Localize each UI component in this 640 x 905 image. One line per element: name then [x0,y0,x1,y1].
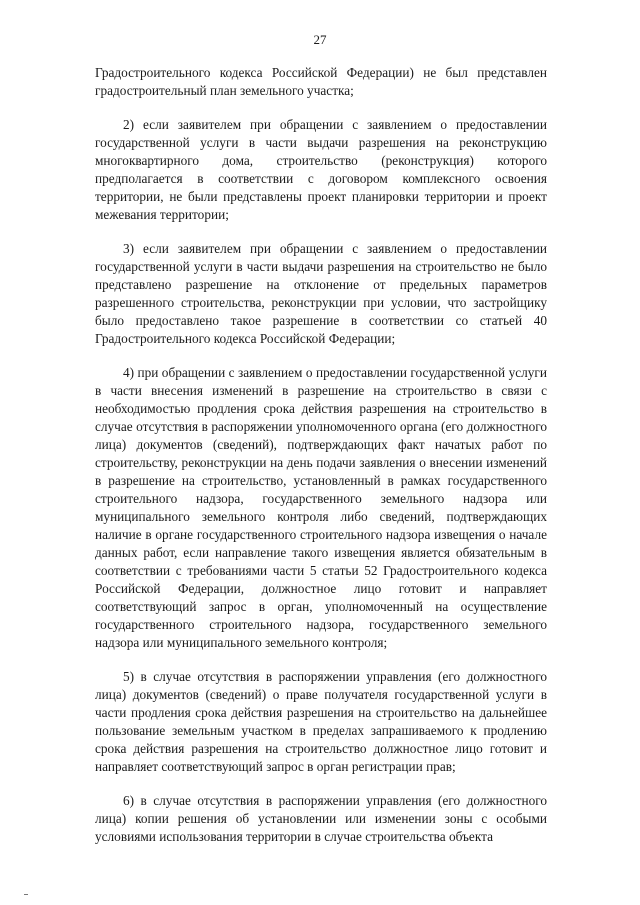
paragraph-item-4: 4) при обращении с заявлением о предоставлении государственной услуги в части внесения изменений в разрешение на строительство в связи с необходимостью продления срока действия разрешения на строительство в случае отсутствия в распоряжении уполномоченного органа (его должностного лица) документов (сведений), подтверждающих факт начатых работ по строительству, реконструкции на день подачи заявления о внесении изменений в разрешение на строительство, установленный в рамках государственного строительного надзора, государственного земельного надзора или муниципального земельного контроля либо сведений, подтверждающих наличие в органе государственного строительного надзора извещения о начале данных работ, если направление такого извещения является обязательным в соответствии с требованиями части 5 статьи 52 Градостроительного кодекса Российской Федерации, должностное лицо готовит и направляет соответствующий запрос в орган, уполномоченный на осуществление государственного строительного надзора, государственного земельного надзора или муниципального земельного контроля; [95,365,547,650]
paragraph-item-3: 3) если заявителем при обращении с заявлением о предоставлении государственной услуги в части выдачи разрешения на строительство не было представлено разрешение на отклонение от предельных параметров разрешенного строительства, реконструкции при условии, что застройщику было предоставлено такое разрешение в соответствии со статьей 40 Градостроительного кодекса Российской Федерации; [95,241,547,346]
paragraph-continuation: Градостроительного кодекса Российской Федерации) не был представлен градостроительный план земельного участка; [95,65,547,98]
document-body [95,64,547,846]
paragraph-item-2: 2) если заявителем при обращении с заявлением о предоставлении государственной услуги в части выдачи разрешения на реконструкцию многоквартирного дома, строительство (реконструкция) которого предполагается в соответствии с договором комплексного освоения территории, не были представлены проект планировки территории и проект межевания территории; [95,117,547,222]
page-number: 27 [313,32,327,47]
paragraph-item-5: 5) в случае отсутствия в распоряжении управления (его должностного лица) документов (сведений) о праве получателя государственной услуги в части продления срока действия разрешения на строительство на дальнейшее пользование земельным участком в пределах запрашиваемого к продлению срока действия разрешения на строительство должностное лицо готовит и направляет соответствующий запрос в орган регистрации прав; [95,669,547,774]
paragraph-item-6: 6) в случае отсутствия в распоряжении управления (его должностного лица) копии решения об установлении или изменении зоны с особыми условиями использования территории в случае строительства объекта [95,793,547,844]
scan-corner-mark [24,890,28,895]
